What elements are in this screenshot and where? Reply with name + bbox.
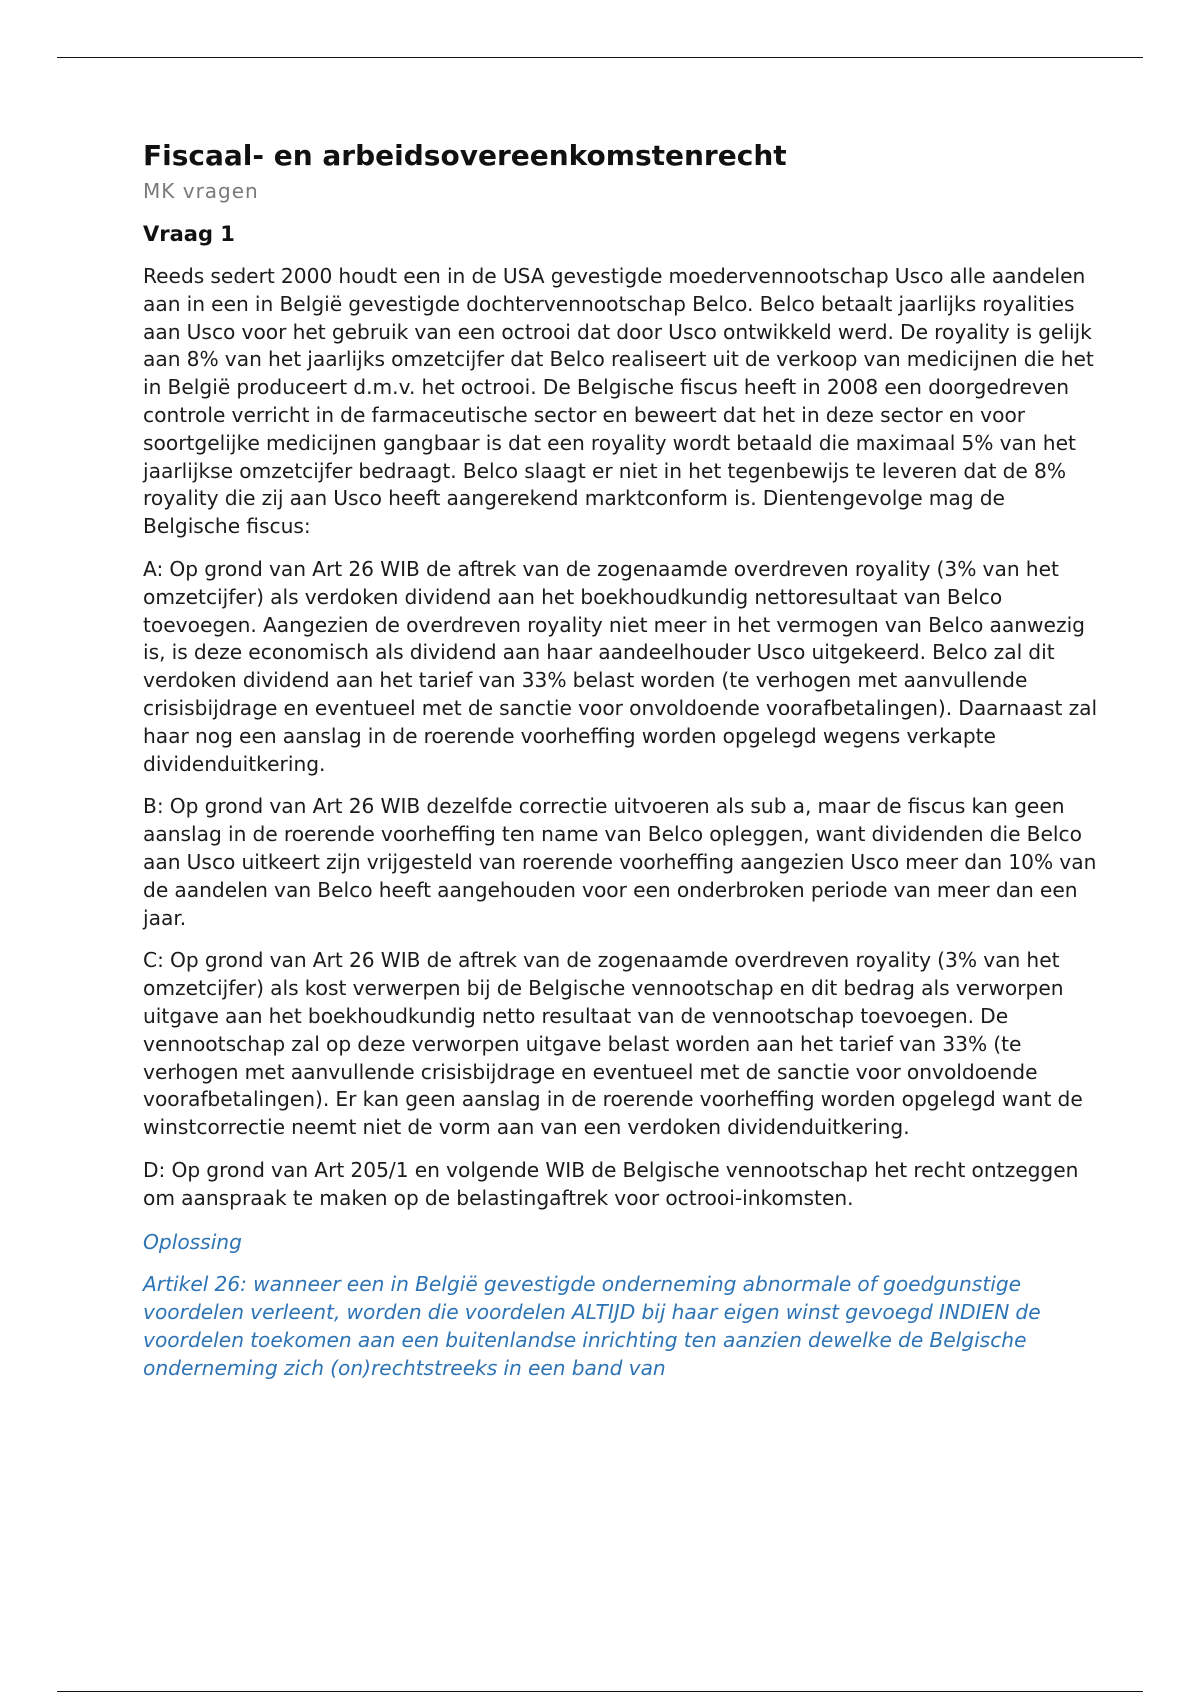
page-content bbox=[143, 138, 1103, 1382]
answer-option-b: B: Op grond van Art 26 WIB dezelfde correctie uitvoeren als sub a, maar de fiscus kan geen aanslag in de roerende voorheffing ten name van Belco opleggen, want dividenden die Belco aan Usco uitkeert zijn vrijgesteld van roerende voorheffing aangezien Usco meer dan 10% van de aandelen van Belco heeft aangehouden voor een onderbroken periode van meer dan een jaar. bbox=[143, 794, 1097, 930]
answer-option-a: A: Op grond van Art 26 WIB de aftrek van de zogenaamde overdreven royality (3% van het omzetcijfer) als verdoken dividend aan het boekhoudkundig nettoresultaat van Belco toevoegen. Aangezien de overdreven royality niet meer in het vermogen van Belco aanwezig is, is deze economisch als dividend aan haar aandeelhouder Usco uitgekeerd. Belco zal dit verdoken dividend aan het tarief van 33% belast worden (te verhogen met aanvullende crisisbijdrage en eventueel met de sanctie voor onvoldoende voorafbetalingen). Daarnaast zal haar nog een aanslag in de roerende voorheffing worden opgelegd wegens verkapte dividenduitkering. bbox=[143, 556, 1098, 776]
question-intro: Reeds sedert 2000 houdt een in de USA gevestigde moedervennootschap Usco alle aandelen aan in een in België gevestigde dochtervennootschap Belco. Belco betaalt jaarlijks royalities aan Usco voor het gebruik van een octrooi dat door Usco ontwikkeld werd. De royality is gelijk aan 8% van het jaarlijks omzetcijfer dat Belco realiseert uit de verkoop van medicijnen die het in België produceert d.m.v. het octrooi. De Belgische fiscus heeft in 2008 een doorgedreven controle verricht in de farmaceutische sector en beweert dat het in deze sector en voor soortgelijke medicijnen gangbaar is dat een royality wordt betaald die maximaal 5% van het jaarlijkse omzetcijfer bedraagt. Belco slaagt er niet in het tegenbewijs te leveren dat de 8% royality die zij aan Usco heeft aangerekend marktconform is. Dientengevolge mag de Belgische fiscus: bbox=[143, 264, 1094, 539]
solution-label: Oplossing bbox=[143, 1229, 242, 1254]
document-subtitle: MK vragen bbox=[143, 179, 259, 203]
solution-text: Artikel 26: wanneer een in België gevestigde onderneming abnormale of goedgunstige voordelen verleent, worden die voordelen ALTIJD bij haar eigen winst gevoegd INDIEN de voordelen toekomen aan een buitenlandse inrichting ten aanzien dewelke de Belgische onderneming zich (on)rechtstreeks in een band van bbox=[143, 1272, 1041, 1380]
footer-rule bbox=[57, 1691, 1143, 1692]
question-heading: Vraag 1 bbox=[143, 222, 235, 246]
document-title: Fiscaal- en arbeidsovereenkomstenrecht bbox=[143, 139, 787, 172]
header-rule bbox=[57, 57, 1143, 58]
answer-option-c: C: Op grond van Art 26 WIB de aftrek van de zogenaamde overdreven royality (3% van het omzetcijfer) als kost verwerpen bij de Belgische vennootschap en dit bedrag als verworpen uitgave aan het boekhoudkundig netto resultaat van de vennootschap toevoegen. De vennootschap zal op deze verworpen uitgave belast worden aan het tarief van 33% (te verhogen met aanvullende crisisbijdrage en eventueel met de sanctie voor onvoldoende voorafbetalingen). Er kan geen aanslag in de roerende voorheffing worden opgelegd want de winstcorrectie neemt niet de vorm aan van een verdoken dividenduitkering. bbox=[143, 948, 1083, 1140]
answer-option-d: D: Op grond van Art 205/1 en volgende WIB de Belgische vennootschap het recht ontzeggen om aanspraak te maken op de belastingaftrek voor octrooi-inkomsten. bbox=[143, 1157, 1079, 1210]
